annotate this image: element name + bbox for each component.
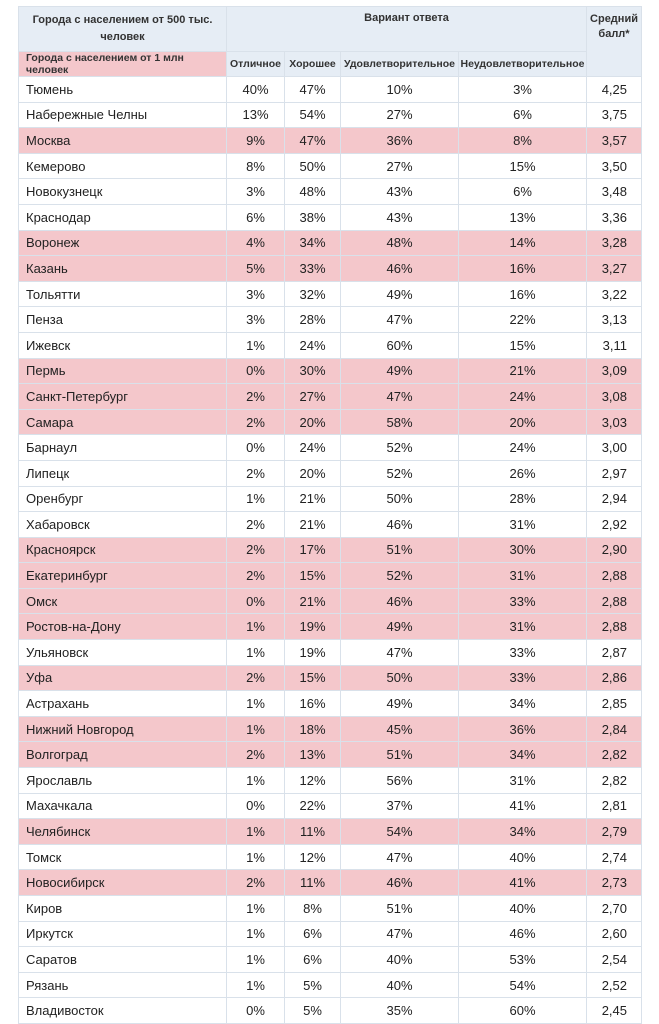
good-cell: 5% (285, 998, 341, 1024)
good-cell: 20% (285, 460, 341, 486)
average-cell: 3,22 (587, 281, 642, 307)
satisfactory-cell: 46% (341, 870, 459, 896)
excellent-cell: 2% (227, 384, 285, 410)
good-cell: 12% (285, 844, 341, 870)
unsatisfactory-cell: 53% (459, 947, 587, 973)
average-cell: 4,25 (587, 77, 642, 103)
header-unsatisfactory: Неудовлетворительное (459, 52, 587, 77)
average-cell: 2,82 (587, 742, 642, 768)
unsatisfactory-cell: 33% (459, 588, 587, 614)
average-cell: 2,94 (587, 486, 642, 512)
unsatisfactory-cell: 24% (459, 384, 587, 410)
good-cell: 38% (285, 204, 341, 230)
excellent-cell: 1% (227, 332, 285, 358)
city-cell: Владивосток (19, 998, 227, 1024)
satisfactory-cell: 51% (341, 742, 459, 768)
unsatisfactory-cell: 16% (459, 256, 587, 282)
good-cell: 21% (285, 512, 341, 538)
average-cell: 2,88 (587, 614, 642, 640)
satisfactory-cell: 10% (341, 77, 459, 103)
unsatisfactory-cell: 15% (459, 153, 587, 179)
satisfactory-cell: 49% (341, 281, 459, 307)
city-cell: Набережные Челны (19, 102, 227, 128)
city-cell: Тольятти (19, 281, 227, 307)
city-cell: Астрахань (19, 691, 227, 717)
city-cell: Иркутск (19, 921, 227, 947)
table-row (19, 793, 642, 819)
excellent-cell: 1% (227, 614, 285, 640)
average-cell: 2,86 (587, 665, 642, 691)
excellent-cell: 4% (227, 230, 285, 256)
excellent-cell: 2% (227, 512, 285, 538)
good-cell: 5% (285, 972, 341, 998)
average-cell: 3,28 (587, 230, 642, 256)
excellent-cell: 1% (227, 896, 285, 922)
good-cell: 24% (285, 332, 341, 358)
average-cell: 2,52 (587, 972, 642, 998)
table-row (19, 742, 642, 768)
average-cell: 2,90 (587, 537, 642, 563)
unsatisfactory-cell: 22% (459, 307, 587, 333)
good-cell: 48% (285, 179, 341, 205)
city-cell: Саратов (19, 947, 227, 973)
excellent-cell: 2% (227, 537, 285, 563)
unsatisfactory-cell: 41% (459, 870, 587, 896)
unsatisfactory-cell: 3% (459, 77, 587, 103)
excellent-cell: 0% (227, 998, 285, 1024)
table-row (19, 614, 642, 640)
table-row (19, 409, 642, 435)
table-row (19, 537, 642, 563)
table-row (19, 128, 642, 154)
table-row (19, 384, 642, 410)
unsatisfactory-cell: 33% (459, 665, 587, 691)
city-cell: Санкт-Петербург (19, 384, 227, 410)
good-cell: 28% (285, 307, 341, 333)
satisfactory-cell: 27% (341, 153, 459, 179)
city-cell: Липецк (19, 460, 227, 486)
satisfactory-cell: 46% (341, 512, 459, 538)
unsatisfactory-cell: 54% (459, 972, 587, 998)
unsatisfactory-cell: 16% (459, 281, 587, 307)
average-cell: 3,75 (587, 102, 642, 128)
average-cell: 2,88 (587, 588, 642, 614)
satisfactory-cell: 37% (341, 793, 459, 819)
table-row (19, 153, 642, 179)
table-row (19, 563, 642, 589)
average-cell: 2,70 (587, 896, 642, 922)
unsatisfactory-cell: 31% (459, 563, 587, 589)
good-cell: 8% (285, 896, 341, 922)
table-row (19, 716, 642, 742)
average-cell: 3,11 (587, 332, 642, 358)
excellent-cell: 1% (227, 947, 285, 973)
unsatisfactory-cell: 28% (459, 486, 587, 512)
table-row (19, 512, 642, 538)
unsatisfactory-cell: 34% (459, 819, 587, 845)
unsatisfactory-cell: 6% (459, 102, 587, 128)
unsatisfactory-cell: 20% (459, 409, 587, 435)
table-row (19, 435, 642, 461)
city-cell: Казань (19, 256, 227, 282)
table-row (19, 896, 642, 922)
good-cell: 17% (285, 537, 341, 563)
excellent-cell: 0% (227, 435, 285, 461)
average-cell: 2,84 (587, 716, 642, 742)
satisfactory-cell: 43% (341, 204, 459, 230)
header-satisfactory: Удовлетворительное (341, 52, 459, 77)
unsatisfactory-cell: 36% (459, 716, 587, 742)
satisfactory-cell: 35% (341, 998, 459, 1024)
city-cell: Ульяновск (19, 640, 227, 666)
header-cities-1m: Города с населением от 1 млн человек (19, 52, 227, 77)
city-cell: Кемерово (19, 153, 227, 179)
satisfactory-cell: 49% (341, 614, 459, 640)
unsatisfactory-cell: 24% (459, 435, 587, 461)
excellent-cell: 2% (227, 870, 285, 896)
unsatisfactory-cell: 34% (459, 742, 587, 768)
good-cell: 19% (285, 640, 341, 666)
unsatisfactory-cell: 21% (459, 358, 587, 384)
average-cell: 3,50 (587, 153, 642, 179)
city-cell: Москва (19, 128, 227, 154)
city-cell: Ростов-на-Дону (19, 614, 227, 640)
city-cell: Пенза (19, 307, 227, 333)
table-row (19, 307, 642, 333)
good-cell: 11% (285, 819, 341, 845)
good-cell: 20% (285, 409, 341, 435)
good-cell: 47% (285, 77, 341, 103)
average-cell: 2,81 (587, 793, 642, 819)
unsatisfactory-cell: 40% (459, 896, 587, 922)
good-cell: 12% (285, 768, 341, 794)
table-row (19, 102, 642, 128)
good-cell: 15% (285, 665, 341, 691)
good-cell: 6% (285, 921, 341, 947)
excellent-cell: 1% (227, 972, 285, 998)
city-cell: Уфа (19, 665, 227, 691)
average-cell: 3,27 (587, 256, 642, 282)
table-row (19, 768, 642, 794)
table-row (19, 460, 642, 486)
header-cities-500k: Города с населением от 500 тыс. человек (19, 7, 227, 52)
ratings-table (18, 6, 642, 1024)
unsatisfactory-cell: 31% (459, 614, 587, 640)
unsatisfactory-cell: 33% (459, 640, 587, 666)
city-cell: Екатеринбург (19, 563, 227, 589)
city-cell: Рязань (19, 972, 227, 998)
good-cell: 27% (285, 384, 341, 410)
excellent-cell: 1% (227, 819, 285, 845)
excellent-cell: 40% (227, 77, 285, 103)
excellent-cell: 0% (227, 793, 285, 819)
satisfactory-cell: 46% (341, 588, 459, 614)
table-row (19, 998, 642, 1024)
unsatisfactory-cell: 13% (459, 204, 587, 230)
header-average-score: Средний балл* (587, 7, 642, 77)
satisfactory-cell: 52% (341, 563, 459, 589)
unsatisfactory-cell: 60% (459, 998, 587, 1024)
good-cell: 47% (285, 128, 341, 154)
average-cell: 2,85 (587, 691, 642, 717)
average-cell: 2,97 (587, 460, 642, 486)
satisfactory-cell: 45% (341, 716, 459, 742)
satisfactory-cell: 58% (341, 409, 459, 435)
satisfactory-cell: 49% (341, 358, 459, 384)
average-cell: 3,03 (587, 409, 642, 435)
unsatisfactory-cell: 46% (459, 921, 587, 947)
average-cell: 3,36 (587, 204, 642, 230)
city-cell: Новосибирск (19, 870, 227, 896)
city-cell: Тюмень (19, 77, 227, 103)
table-row (19, 947, 642, 973)
table-row (19, 844, 642, 870)
city-cell: Краснодар (19, 204, 227, 230)
excellent-cell: 8% (227, 153, 285, 179)
city-cell: Омск (19, 588, 227, 614)
table-row (19, 921, 642, 947)
unsatisfactory-cell: 31% (459, 768, 587, 794)
unsatisfactory-cell: 14% (459, 230, 587, 256)
excellent-cell: 2% (227, 563, 285, 589)
satisfactory-cell: 27% (341, 102, 459, 128)
unsatisfactory-cell: 30% (459, 537, 587, 563)
satisfactory-cell: 48% (341, 230, 459, 256)
good-cell: 19% (285, 614, 341, 640)
satisfactory-cell: 50% (341, 486, 459, 512)
average-cell: 2,73 (587, 870, 642, 896)
city-cell: Самара (19, 409, 227, 435)
unsatisfactory-cell: 34% (459, 691, 587, 717)
excellent-cell: 2% (227, 665, 285, 691)
excellent-cell: 3% (227, 179, 285, 205)
header-excellent: Отличное (227, 52, 285, 77)
excellent-cell: 0% (227, 358, 285, 384)
city-cell: Воронеж (19, 230, 227, 256)
good-cell: 18% (285, 716, 341, 742)
city-cell: Нижний Новгород (19, 716, 227, 742)
city-cell: Махачкала (19, 793, 227, 819)
satisfactory-cell: 47% (341, 307, 459, 333)
good-cell: 34% (285, 230, 341, 256)
unsatisfactory-cell: 15% (459, 332, 587, 358)
unsatisfactory-cell: 31% (459, 512, 587, 538)
good-cell: 21% (285, 486, 341, 512)
good-cell: 6% (285, 947, 341, 973)
table-row (19, 870, 642, 896)
average-cell: 2,60 (587, 921, 642, 947)
excellent-cell: 1% (227, 921, 285, 947)
excellent-cell: 0% (227, 588, 285, 614)
satisfactory-cell: 40% (341, 947, 459, 973)
city-cell: Хабаровск (19, 512, 227, 538)
city-cell: Киров (19, 896, 227, 922)
unsatisfactory-cell: 8% (459, 128, 587, 154)
satisfactory-cell: 49% (341, 691, 459, 717)
good-cell: 15% (285, 563, 341, 589)
unsatisfactory-cell: 40% (459, 844, 587, 870)
table-row (19, 819, 642, 845)
average-cell: 2,92 (587, 512, 642, 538)
table-row (19, 281, 642, 307)
table-row (19, 230, 642, 256)
average-cell: 3,48 (587, 179, 642, 205)
satisfactory-cell: 36% (341, 128, 459, 154)
table-row (19, 204, 642, 230)
good-cell: 33% (285, 256, 341, 282)
excellent-cell: 3% (227, 281, 285, 307)
average-cell: 2,45 (587, 998, 642, 1024)
table-row (19, 77, 642, 103)
excellent-cell: 1% (227, 640, 285, 666)
average-cell: 3,00 (587, 435, 642, 461)
city-cell: Ярославль (19, 768, 227, 794)
average-cell: 2,82 (587, 768, 642, 794)
average-cell: 2,88 (587, 563, 642, 589)
table-body (19, 77, 642, 1024)
table-row (19, 332, 642, 358)
satisfactory-cell: 51% (341, 537, 459, 563)
average-cell: 3,08 (587, 384, 642, 410)
good-cell: 54% (285, 102, 341, 128)
good-cell: 21% (285, 588, 341, 614)
excellent-cell: 5% (227, 256, 285, 282)
good-cell: 16% (285, 691, 341, 717)
satisfactory-cell: 43% (341, 179, 459, 205)
excellent-cell: 1% (227, 768, 285, 794)
excellent-cell: 6% (227, 204, 285, 230)
satisfactory-cell: 47% (341, 921, 459, 947)
city-cell: Томск (19, 844, 227, 870)
satisfactory-cell: 60% (341, 332, 459, 358)
excellent-cell: 1% (227, 844, 285, 870)
satisfactory-cell: 46% (341, 256, 459, 282)
good-cell: 32% (285, 281, 341, 307)
table-row (19, 179, 642, 205)
satisfactory-cell: 56% (341, 768, 459, 794)
city-cell: Красноярск (19, 537, 227, 563)
excellent-cell: 3% (227, 307, 285, 333)
satisfactory-cell: 50% (341, 665, 459, 691)
good-cell: 50% (285, 153, 341, 179)
excellent-cell: 1% (227, 691, 285, 717)
table-row (19, 486, 642, 512)
table-row (19, 256, 642, 282)
average-cell: 2,54 (587, 947, 642, 973)
city-cell: Новокузнецк (19, 179, 227, 205)
good-cell: 30% (285, 358, 341, 384)
table-row (19, 972, 642, 998)
excellent-cell: 9% (227, 128, 285, 154)
table-row (19, 640, 642, 666)
satisfactory-cell: 52% (341, 460, 459, 486)
header-answer-variant: Вариант ответа (227, 7, 587, 52)
good-cell: 24% (285, 435, 341, 461)
satisfactory-cell: 52% (341, 435, 459, 461)
excellent-cell: 2% (227, 742, 285, 768)
unsatisfactory-cell: 26% (459, 460, 587, 486)
city-cell: Барнаул (19, 435, 227, 461)
excellent-cell: 2% (227, 460, 285, 486)
good-cell: 11% (285, 870, 341, 896)
average-cell: 3,09 (587, 358, 642, 384)
satisfactory-cell: 47% (341, 844, 459, 870)
satisfactory-cell: 47% (341, 640, 459, 666)
satisfactory-cell: 40% (341, 972, 459, 998)
excellent-cell: 2% (227, 409, 285, 435)
good-cell: 22% (285, 793, 341, 819)
unsatisfactory-cell: 41% (459, 793, 587, 819)
satisfactory-cell: 54% (341, 819, 459, 845)
excellent-cell: 1% (227, 716, 285, 742)
good-cell: 13% (285, 742, 341, 768)
city-cell: Оренбург (19, 486, 227, 512)
satisfactory-cell: 47% (341, 384, 459, 410)
table-row (19, 691, 642, 717)
city-cell: Волгоград (19, 742, 227, 768)
unsatisfactory-cell: 6% (459, 179, 587, 205)
average-cell: 3,57 (587, 128, 642, 154)
table-row (19, 665, 642, 691)
satisfactory-cell: 51% (341, 896, 459, 922)
header-good: Хорошее (285, 52, 341, 77)
average-cell: 2,79 (587, 819, 642, 845)
excellent-cell: 13% (227, 102, 285, 128)
average-cell: 2,74 (587, 844, 642, 870)
city-cell: Пермь (19, 358, 227, 384)
city-cell: Ижевск (19, 332, 227, 358)
excellent-cell: 1% (227, 486, 285, 512)
city-cell: Челябинск (19, 819, 227, 845)
average-cell: 3,13 (587, 307, 642, 333)
average-cell: 2,87 (587, 640, 642, 666)
table-row (19, 588, 642, 614)
table-row (19, 358, 642, 384)
